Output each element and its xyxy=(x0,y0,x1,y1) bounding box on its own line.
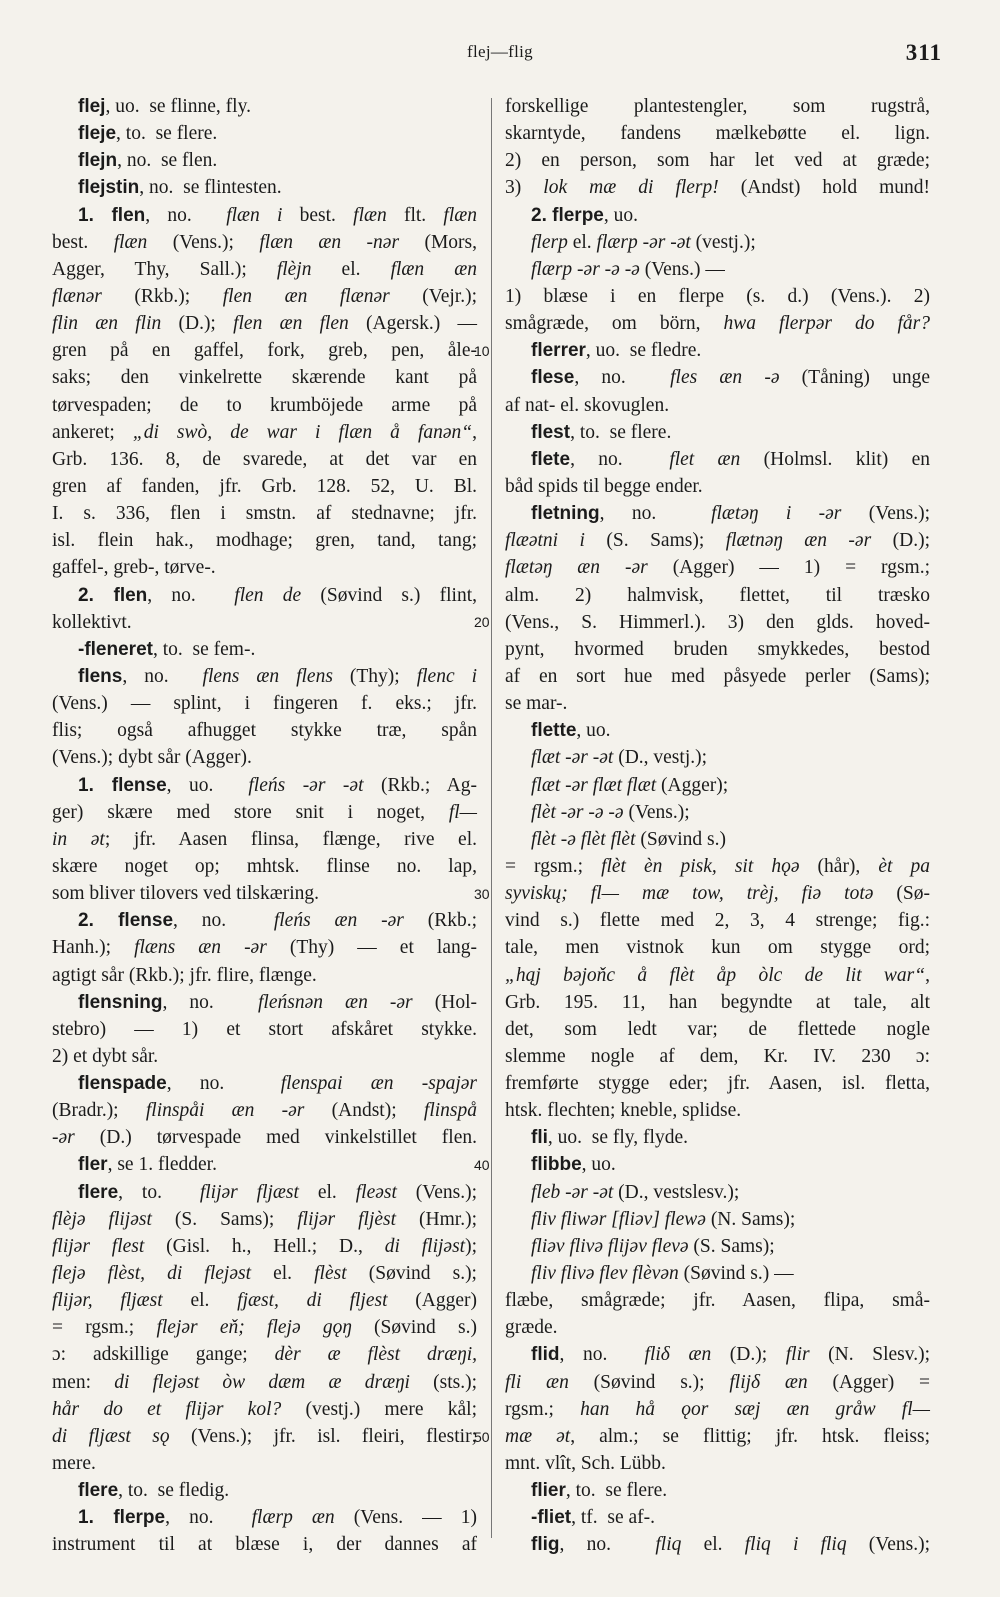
text-line: flenspade, no. flenspai æn -spajər xyxy=(78,1073,477,1095)
left-column xyxy=(52,93,477,1559)
text-line: gaffel-, greb-, tørve-. xyxy=(52,557,216,579)
text-line: alm. 2) halmvisk, flettet, til træsko xyxy=(505,584,930,606)
text-line: 2) en person, som har let ved at græde; xyxy=(505,150,930,172)
text-line: flejə flèst, di flejəst el. flèst (Søvind s.); xyxy=(52,1263,477,1285)
text-line: flæbe, smågræde; jfr. Aasen, flipa, små- xyxy=(505,1290,930,1312)
text-line: flæt -ər flæt flæt (Agger); xyxy=(531,774,729,796)
text-line: flærp -ər -ə -ə (Vens.) — xyxy=(531,258,725,280)
line-number: 20 xyxy=(474,614,490,631)
text-line: flette, uo. xyxy=(531,720,611,742)
text-line: flijər flest (Gisl. h., Hell.; D., di flijəst); xyxy=(52,1235,477,1257)
text-line: slemme nogle af dem, Kr. IV. 230 ɔ: xyxy=(505,1045,930,1067)
text-line: flin æn flin (D.); flen æn flen (Agersk.) — xyxy=(52,313,477,335)
text-line: 1. flen, no. flæn i best. flæn flt. flæn xyxy=(78,204,477,226)
text-line: agtigt sår (Rkb.); jfr. flire, flænge. xyxy=(52,964,317,986)
text-line: hår do et flijər kol? (vestj.) mere kål; xyxy=(52,1398,477,1420)
text-line: tørvespaden; de to krumböjede arme på xyxy=(52,394,477,416)
text-line: flibbe, uo. xyxy=(531,1154,616,1176)
text-line: 3) lok mæ di flerp! (Andst) hold mund! xyxy=(505,177,931,199)
text-line: flætəŋ æn -ər (Agger) — 1) = rgsm.; xyxy=(505,557,930,579)
text-line: mnt. vlît, Sch. Lübb. xyxy=(505,1453,666,1475)
text-line: pynt, hvormed bruden smykkedes, bestod xyxy=(505,638,930,660)
text-line: -ər (D.) tørvespade med vinkelstillet flen. xyxy=(52,1127,477,1149)
text-line: (Bradr.); flinspåi æn -ər (Andst); flinspå xyxy=(52,1100,477,1122)
text-line: htsk. flechten; kneble, splidse. xyxy=(505,1100,742,1122)
text-line: flensning, no. fleńsnən æn -ər (Hol- xyxy=(78,991,477,1013)
text-line: gren af fanden, jfr. Grb. 128. 52, U. Bl. xyxy=(52,475,477,497)
text-line: isl. flein hak., modhage; gren, tand, tang; xyxy=(52,530,477,552)
text-line: Grb. 136. 8, de svarede, at det var en xyxy=(52,448,477,470)
text-line: båd spids til begge ender. xyxy=(505,475,703,497)
text-line: I. s. 336, flen i smstn. af stednavne; jfr. xyxy=(52,503,477,525)
text-line: mæ ət, alm.; se flittig; jfr. htsk. fleiss; xyxy=(505,1425,930,1447)
text-line: flænər (Rkb.); flen æn flænər (Vejr.); xyxy=(52,285,477,307)
text-line: ger) skære med store snit i noget, fl— xyxy=(52,801,477,823)
line-number: 40 xyxy=(474,1157,490,1174)
text-line: (Vens.) — splint, i fingeren f. eks.; jfr. xyxy=(52,693,477,715)
text-line: „hąj bəjoňc å flèt åp òlc de lit war“, xyxy=(505,964,930,986)
column-divider xyxy=(491,98,492,1538)
text-line: flier, to. se flere. xyxy=(531,1480,668,1502)
text-line: (Vens.); dybt sår (Agger). xyxy=(52,747,252,769)
line-number: 10 xyxy=(474,342,490,359)
text-line: flis; også afhugget stykke træ, spån xyxy=(52,720,477,742)
running-head: flej—flig xyxy=(467,42,533,61)
text-line: 1. flense, uo. fleńs -ər -ət (Rkb.; Ag- xyxy=(78,774,477,796)
text-line: stebro) — 1) et stort afskåret stykke. xyxy=(52,1018,477,1040)
text-line: -fliet, tf. se af-. xyxy=(531,1507,656,1529)
text-line: flens, no. flens æn flens (Thy); flenc i xyxy=(78,665,477,687)
text-line: flæt -ər -ət (D., vestj.); xyxy=(531,747,708,769)
text-line: mere. xyxy=(52,1453,96,1475)
text-line: flèjə flijəst (S. Sams); flijər fljèst (Hmr.); xyxy=(52,1208,477,1230)
text-line: flest, to. se flere. xyxy=(531,421,672,443)
text-line: flese, no. fles æn -ə (Tåning) unge xyxy=(531,367,930,389)
text-line: smågræde, om börn, hwa flerpər do får? xyxy=(505,313,930,335)
text-line: flèt -ə flèt flèt (Søvind s.) xyxy=(531,828,726,850)
text-line: fli æn (Søvind s.); flijδ æn (Agger) = xyxy=(505,1371,930,1393)
text-line: 2) et dybt sår. xyxy=(52,1045,159,1067)
right-column xyxy=(505,93,930,1559)
text-line: tale, men vistnok kun om stygge ord; xyxy=(505,937,930,959)
text-line: fletning, no. flætəŋ i -ər (Vens.); xyxy=(531,503,930,525)
text-line: skarntyde, fandens mælkebøtte el. lign. xyxy=(505,123,930,145)
text-line: det, som ledt var; de flettede nogle xyxy=(505,1018,930,1040)
text-line: 2. flense, no. fleńs æn -ər (Rkb.; xyxy=(78,910,478,932)
text-line: rgsm.; han hå ǫor sæj æn gråw fl— xyxy=(505,1398,930,1420)
text-line: ɔ: adskillige gange; dèr æ flèst dræŋi, xyxy=(52,1344,477,1366)
line-number: 30 xyxy=(474,885,490,902)
text-line: -fleneret, to. se fem-. xyxy=(78,638,256,660)
text-line: vind s.) flette med 2, 3, 4 strenge; fig.: xyxy=(505,910,930,932)
text-line: (Vens., S. Himmerl.). 3) den glds. hoved- xyxy=(505,611,930,633)
text-line: fli, uo. se fly, flyde. xyxy=(531,1127,688,1149)
text-line: flid, no. fliδ æn (D.); flir (N. Slesv.); xyxy=(531,1344,931,1366)
text-line: af en sort hue med påsyede perler (Sams); xyxy=(505,665,930,687)
text-line: 1. flerpe, no. flærp æn (Vens. — 1) xyxy=(78,1507,478,1529)
text-line: flejstin, no. se flintesten. xyxy=(78,177,282,199)
text-line: flere, to. flijər fljæst el. fleəst (Vens.); xyxy=(78,1181,478,1203)
text-line: best. flæn (Vens.); flæn æn -nər (Mors, xyxy=(52,231,478,253)
text-line: flerp el. flærp -ər -ət (vestj.); xyxy=(531,231,756,253)
text-line: flejn, no. se flen. xyxy=(78,150,218,172)
text-line: skære noget op; mhtsk. flinse no. lap, xyxy=(52,855,477,877)
text-line: = rgsm.; flèt èn pisk, sit hǫə (hår), èt pa xyxy=(505,855,931,877)
text-line: kollektivt. xyxy=(52,611,132,633)
text-line: in ət; jfr. Aasen flinsa, flænge, rive el. xyxy=(52,828,477,850)
text-line: di fljæst sǫ (Vens.); jfr. isl. fleiri, flestir; xyxy=(52,1425,477,1447)
text-line: syviskų; fl— mæ tow, trèj, fiə totə (Sø- xyxy=(505,883,930,905)
page-number: 311 xyxy=(905,40,942,65)
text-line: fleb -ər -ət (D., vestslesv.); xyxy=(531,1181,740,1203)
text-line: flijər, fljæst el. fjæst, di fljest (Agger) xyxy=(52,1290,477,1312)
text-line: flèt -ər -ə -ə (Vens.); xyxy=(531,801,690,823)
text-line: fliəv flivə flijəv flevə (S. Sams); xyxy=(531,1235,775,1257)
text-line: forskellige plantestengler, som rugstrå, xyxy=(505,96,930,117)
line-number: 50 xyxy=(474,1428,490,1445)
text-line: græde. xyxy=(505,1317,558,1339)
text-line: flere, to. se fledig. xyxy=(78,1480,230,1502)
text-line: flete, no. flet æn (Holmsl. klit) en xyxy=(531,448,930,470)
text-line: instrument til at blæse i, der dannes af xyxy=(52,1534,477,1556)
text-line: fremførte stygge eder; jfr. Aasen, isl. fletta, xyxy=(505,1073,930,1095)
text-line: 2. flen, no. flen de (Søvind s.) flint, xyxy=(78,584,478,606)
text-line: 1) blæse i en flerpe (s. d.) (Vens.). 2) xyxy=(505,285,930,307)
text-line: 2. flerpe, uo. xyxy=(531,204,638,226)
text-line: fler, se 1. fledder. xyxy=(78,1154,217,1176)
text-line: som bliver tilovers ved tilskæring. xyxy=(52,883,320,905)
text-line: Hanh.); flæns æn -ər (Thy) — et lang- xyxy=(52,937,477,959)
text-line: fliv flivə flev flèvən (Søvind s.) — xyxy=(531,1263,794,1285)
text-line: flerrer, uo. se fledre. xyxy=(531,340,702,362)
text-line: Grb. 195. 11, han begyndte at tale, alt xyxy=(505,991,930,1013)
text-line: fliv fliwər [fliəv] flewə (N. Sams); xyxy=(531,1208,796,1230)
text-line: flej, uo. se flinne, fly. xyxy=(78,96,251,117)
text-line: flæətni i (S. Sams); flætnəŋ æn -ər (D.); xyxy=(505,530,930,552)
text-line: Agger, Thy, Sall.); flèjn el. flæn æn xyxy=(52,258,477,280)
text-line: men: di flejəst òw dæm æ dræŋi (sts.); xyxy=(52,1371,478,1393)
text-line: fleje, to. se flere. xyxy=(78,123,218,145)
text-line: flig, no. fliq el. fliq i fliq (Vens.); xyxy=(531,1534,930,1556)
text-line: af nat- el. skovuglen. xyxy=(505,394,670,416)
text-line: ankeret; „di swò, de war i flæn å fanən“, xyxy=(52,421,477,443)
text-line: se mar-. xyxy=(505,693,568,715)
text-line: saks; den vinkelrette skærende kant på xyxy=(52,367,477,389)
text-line: gren på en gaffel, fork, greb, pen, åle- xyxy=(52,340,477,362)
text-line: = rgsm.; flejər eň; flejə gǫŋ (Søvind s.) xyxy=(52,1317,477,1339)
